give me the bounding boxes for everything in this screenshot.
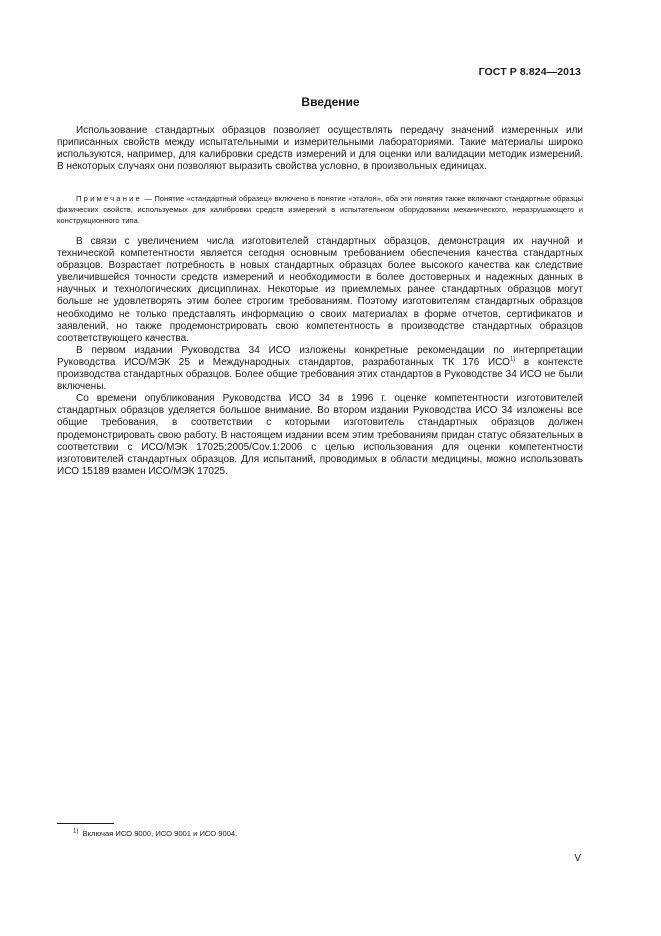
- paragraph-first-edition-text-a: В первом издании Руководства 34 ИСО изложены конкретные рекомендации по интерпретации Руководства ИСО/МЭК 25 и Международных стандартов, разработанных ТК 176 ИСО: [57, 344, 583, 368]
- footnote-mark: 1): [73, 828, 79, 835]
- footnote-reference: 1): [509, 356, 516, 363]
- intro-section: [57, 125, 583, 173]
- note-block: [57, 193, 583, 226]
- paragraph-first-edition-text-b: в контексте производства стандартных образцов. Более общие требования этих стандартов в Руководстве 34 ИСО не были включены.: [57, 356, 583, 393]
- note-paragraph: [57, 193, 583, 226]
- intro-paragraph: Использование стандартных образцов позволяет осуществлять передачу значений измеренных или приписанных свойств между испытательными и измерительными лабораториями. Такие материалы широко используются, например, для калибровки средств измерений и для оценки или валидации методик измерений. В некоторых случаях они позволяют выразить свойства условно, в произвольных единицах.: [57, 125, 583, 173]
- paragraph-second-edition: Со времени опубликования Руководства ИСО 34 в 1996 г. оценке компетентности изготовителей стандартных образцов уделяется большое внимание. Во втором издании Руководства ИСО 34 изложены все общие требования, в соответствии с которыми изготовитель стандартных образцов должен продемонстрировать свою работу. В настоящем издании всем этим требованиям придан статус обязательных в соответствии с ИСО/МЭК 17025:2005/Cov.1:2006 с целью использования для оценки компетентности изготовителей стандартных образцов. Для испытаний, проводимых в области медицины, можно использовать ИСО 15189 взамен ИСО/МЭК 17025.: [57, 393, 583, 477]
- note-label: Примечание: [76, 194, 142, 203]
- note-text: — Понятие «стандартный образец» включено в понятие «эталон», оба эти понятия также включают стандартные образцы физических свойств, используемых для калибровки средств измерений в испытательном оборудовании механического, неразрушающего и конструкционного типа.: [57, 194, 583, 225]
- footnote-text: Включая ИСО 9000, ИСО 9001 и ИСО 9004.: [82, 829, 238, 838]
- footnote-separator: [57, 823, 114, 824]
- footnote: [73, 829, 237, 839]
- paragraph-competence: В связи с увеличением числа изготовителей стандартных образцов, демонстрация их научной и технической компетентности является сегодня основным требованием обеспечения качества стандартных образцов. Возрастает потребность в новых стандартных образцах более высокого качества как следствие увеличившейся точности средств измерений и необходимости в более достоверных и надежных данных в научных и технологических дисциплинах. Некоторые из приемлемых ранее стандартных образцов могут больше не удовлетворять этим более строгим требованиям. Поэтому изготовителям стандартных образцов необходимо не только представлять информацию о своих материалах в форме отчетов, сертификатов и заявлений, но также продемонстрировать свою компетентность в производстве стандартных образцов соответствующего качества.: [57, 236, 583, 344]
- section-title: Введение: [301, 95, 360, 109]
- main-section: [57, 236, 583, 478]
- paragraph-first-edition: [57, 345, 583, 393]
- document-code: ГОСТ Р 8.824—2013: [478, 66, 581, 78]
- page-number: V: [574, 853, 581, 864]
